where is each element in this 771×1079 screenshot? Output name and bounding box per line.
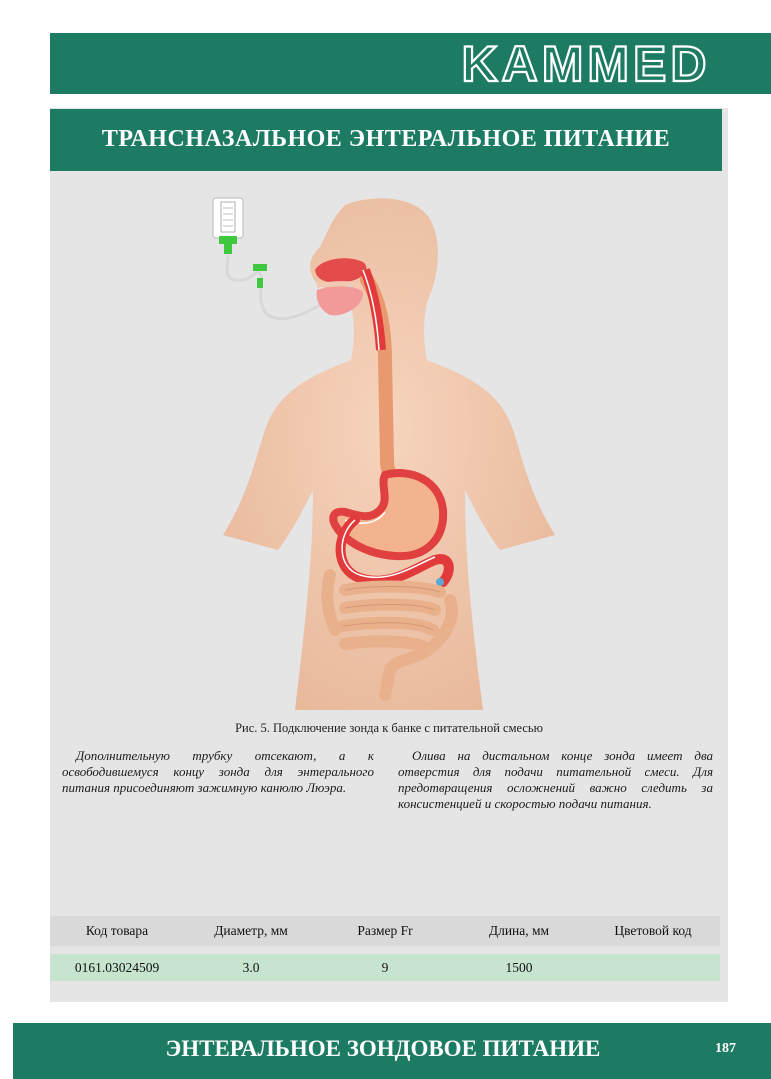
- title-bar: [50, 109, 722, 171]
- section-title: ЭНТЕРАЛЬНОЕ ЗОНДОВОЕ ПИТАНИЕ: [165, 1036, 601, 1061]
- table-header: [50, 916, 720, 946]
- cell-diameter: 3.0: [242, 959, 260, 975]
- footer-bar: [13, 1023, 771, 1079]
- cell-color-code: [586, 954, 720, 981]
- header-size: Размер Fr: [357, 923, 413, 938]
- figure-caption: Рис. 5. Подключение зонда к банке с питательной смесью: [235, 721, 543, 735]
- cell-size: 9: [381, 959, 389, 975]
- header-code: Код товара: [85, 923, 149, 938]
- tube-olive: [436, 578, 444, 586]
- header-length: Длина, мм: [488, 923, 550, 938]
- cell-code: 0161.03024509: [74, 959, 160, 975]
- feeding-bottle-icon: [213, 198, 243, 254]
- product-table: [50, 916, 720, 981]
- header-color-code: Цветовой код: [614, 923, 692, 938]
- text-column-right: Олива на дистальном конце зонда имеет два отверстия для подачи питательной смеси. Для предотвращения осложнений важно следить за консистенцией и скоростью подачи питания.: [398, 748, 713, 811]
- header-diameter: Диаметр, мм: [214, 923, 288, 938]
- cell-length: 1500: [505, 959, 533, 975]
- kammed-logo: [450, 39, 722, 89]
- body-illustration: [195, 190, 575, 710]
- svg-text:KAMMED: KAMMED: [461, 39, 711, 89]
- page-number: 187: [715, 1041, 736, 1056]
- page-title: ТРАНСНАЗАЛЬНОЕ ЭНТЕРАЛЬНОЕ ПИТАНИЕ: [101, 126, 671, 152]
- text-column-left: Дополнительную трубку отсекают, а к освободившемуся концу зонда для энтерального питания присоединяют зажимную канюлю Люэра.: [62, 748, 374, 795]
- table-row: [50, 954, 720, 981]
- header-bar: [50, 33, 771, 94]
